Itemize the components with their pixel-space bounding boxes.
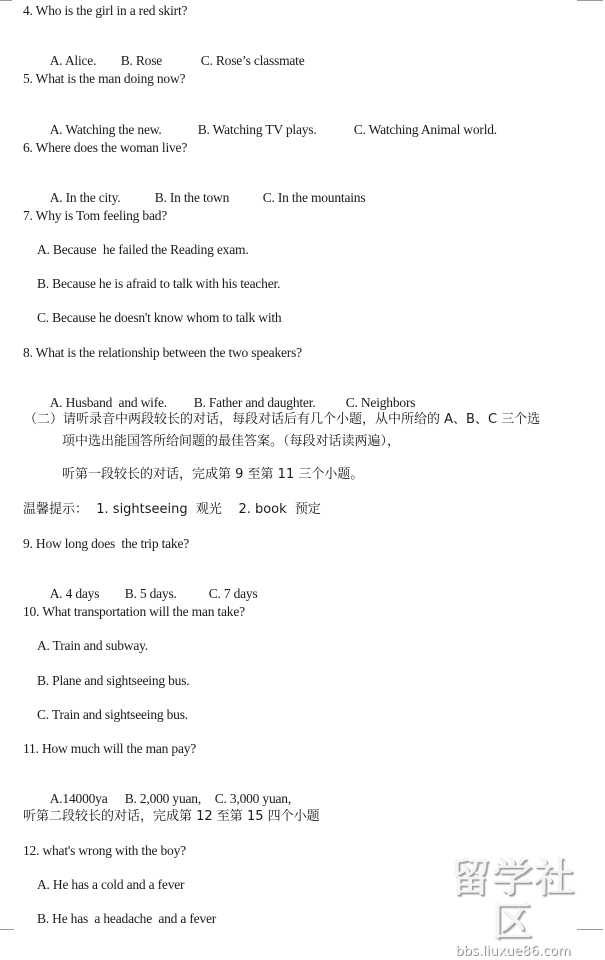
- question-5: 5. What is the man doing now?: [23, 71, 186, 86]
- option-a: A. Watching the new.: [49, 122, 162, 137]
- option-a: A. Alice.: [49, 53, 97, 68]
- crop-mark-top-left: [0, 0, 12, 1]
- question-7-option-a: A. Because he failed the Reading exam.: [37, 242, 249, 257]
- option-b: B. Father and daughter.: [193, 395, 316, 410]
- question-9: 9. How long does the trip take?: [23, 536, 190, 551]
- question-12-option-a: A. He has a cold and a fever: [37, 877, 185, 892]
- question-10-option-c: C. Train and sightseeing bus.: [37, 707, 188, 722]
- option-c: C. Rose’s classmate: [200, 53, 305, 68]
- dialogue1-intro: 听第一段较长的对话，完成第 9 至第 11 三个小题。: [62, 467, 364, 482]
- question-4: 4. Who is the girl in a red skirt?: [23, 3, 188, 18]
- section2-instruction-line1: （二）请听录音中两段较长的对话，每段对话后有几个小题，从中所给的 A、B、C 三个选: [24, 412, 541, 427]
- watermark-url: bbs.liuxue86.com: [455, 944, 571, 959]
- crop-mark-bottom-left: [0, 929, 14, 930]
- option-b: B. 5 days.: [124, 586, 177, 601]
- question-10-option-a: A. Train and subway.: [37, 638, 149, 653]
- warm-tip: 温馨提示： 1. sightseeing 观光 2. book 预定: [23, 502, 321, 517]
- dialogue2-intro: 听第二段较长的对话，完成第 12 至第 15 四个小题: [23, 809, 320, 824]
- option-a: A.14000ya: [49, 791, 108, 806]
- crop-mark-top-right: [577, 0, 603, 1]
- option-c: C. 7 days: [208, 586, 258, 601]
- option-a: A. Husband and wife.: [49, 395, 167, 410]
- option-a: A. 4 days: [49, 586, 100, 601]
- question-8: 8. What is the relationship between the two speakers?: [23, 345, 302, 360]
- question-7-option-c: C. Because he doesn't know whom to talk with: [37, 310, 282, 325]
- question-7: 7. Why is Tom feeling bad?: [23, 208, 168, 223]
- question-10-option-b: B. Plane and sightseeing bus.: [37, 673, 190, 688]
- option-c: C. 3,000 yuan,: [214, 791, 292, 806]
- question-7-option-b: B. Because he is afraid to talk with his teacher.: [37, 276, 281, 291]
- option-c: C. Neighbors: [345, 395, 416, 410]
- question-11: 11. How much will the man pay?: [23, 741, 197, 756]
- option-c: C. In the mountains: [262, 190, 366, 205]
- option-a: A. In the city.: [49, 190, 121, 205]
- option-c: C. Watching Animal world.: [353, 122, 497, 137]
- section2-instruction-line2: 项中选出能国答所给间题的最佳答案。（每段对话读两遍），: [62, 434, 401, 449]
- watermark-logo: [433, 855, 593, 959]
- question-10: 10. What transportation will the man take?: [23, 604, 245, 619]
- question-12-option-b: B. He has a headache and a fever: [37, 911, 217, 926]
- question-12: 12. what's wrong with the boy?: [23, 843, 186, 858]
- option-b: B. In the town: [154, 190, 230, 205]
- option-b: B. 2,000 yuan,: [124, 791, 202, 806]
- option-b: B. Watching TV plays.: [197, 122, 317, 137]
- watermark-title: 留学社区: [450, 855, 576, 945]
- question-6: 6. Where does the woman live?: [23, 140, 188, 155]
- option-b: B. Rose: [120, 53, 163, 68]
